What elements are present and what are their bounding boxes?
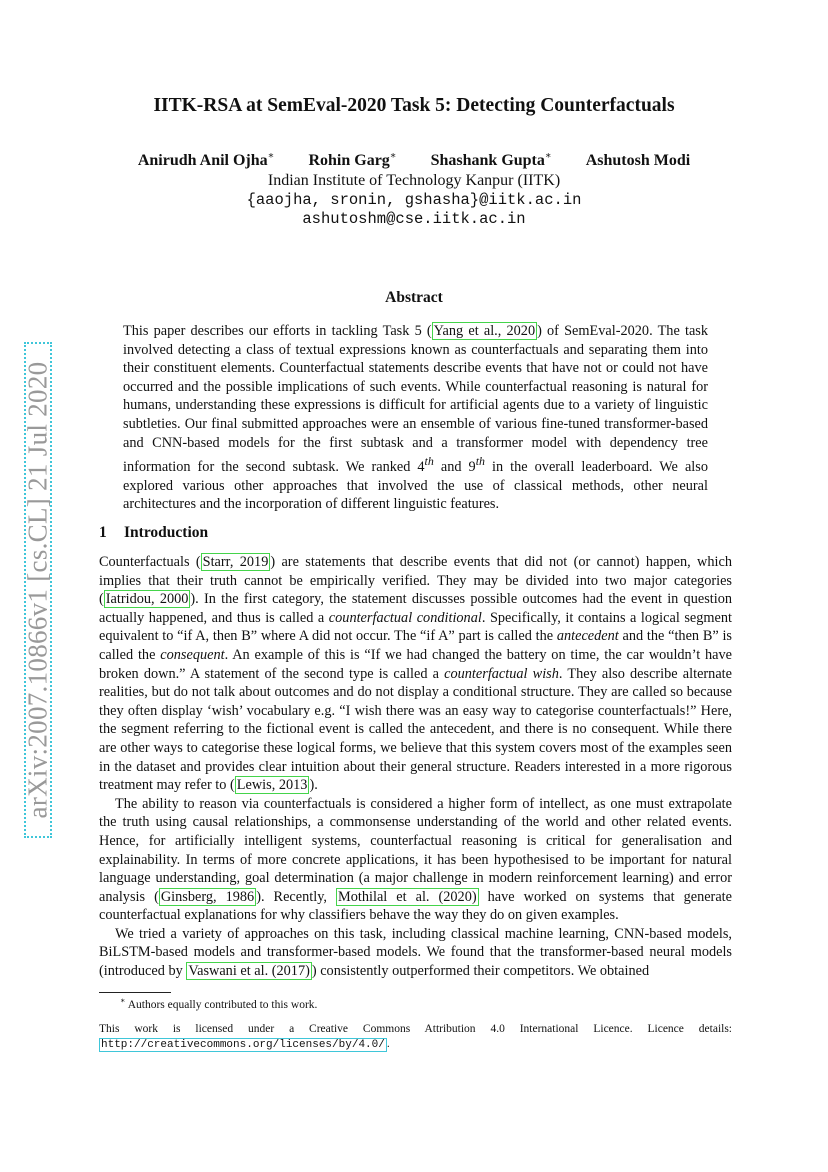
citation-link[interactable]: Mothilal et al. (2020)	[338, 888, 477, 905]
corresponding-email: ashutoshm@cse.iitk.ac.in	[302, 210, 526, 228]
citation-link[interactable]: Iatridou, 2000	[105, 591, 189, 608]
citation-link[interactable]: Ginsberg, 1986	[160, 888, 255, 905]
citation-link[interactable]: Yang et al., 2020	[433, 323, 536, 339]
author-emails: {aaojha, sronin, gshasha}@iitk.ac.in	[246, 191, 582, 209]
author: Ashutosh Modi	[585, 152, 691, 170]
author: Rohin Garg∗	[308, 151, 397, 170]
author: Anirudh Anil Ojha∗	[137, 151, 275, 170]
abstract-heading: Abstract	[385, 289, 443, 306]
section-heading: 1 Introduction	[99, 524, 209, 541]
paragraph: We tried a variety of approaches on this task, including classical machine learning, CNN-based models, BiLSTM-based models and transformer-based models. We found that the transformer-based neural models (introduced by Vaswani et al. (2017) ) consistently outperformed their competitors. We obtained	[99, 925, 732, 980]
abstract-text: This paper describes our efforts in tackling Task 5 ( Yang et al., 2020 ) of SemEval-2020. The task involved detecting a class of textual expressions known as counterfactuals and separating them into their constituent elements. Counterfactual statements describe events that have not or could not have occurred and the possible implications of such events. While counterfactual reasoning is natural for humans, understanding these expressions is difficult for artificial agents due to a variety of linguistic subtleties. Our final submitted approaches were an ensemble of various fine-tuned transformer-based and CNN-based models for the first subtask and a transformer model with dependency tree information for the second subtask. We ranked 4th and 9th in the overall leaderboard. We also explored various other approaches that involved the use of classical methods, other neural architectures and the incorporation of different linguistic features.	[123, 323, 709, 513]
paragraph: Counterfactuals ( Starr, 2019 ) are statements that describe events that did not (or cannot) happen, which implies that their truth cannot be empirically verified. They may be divided into two major categories ( Iatridou, 2000 ). In the first category, the statement discusses possible outcomes had the event in question actually happened, and thus is called a counterfactual conditional. Specifically, it contains a logical segment equivalent to “if A, then B” where A did not occur. The “if A” part is called the antecedent and the “then B” is called the consequent. An example of this is “If we had changed the battery on time, the car wouldn’t have broken down.” A statement of the second type is called a counterfactual wish. They also describe alternate realities, but do not talk about outcomes and do not display a conditional structure. They are called so because they often display ‘wish’ vocabulary e.g. “I wish there was an easy way to categorise counterfactuals!” Here, the segment referring to the fictional event is called the antecedent, and there is no consequent. While there are other ways to categorise these logical forms, we believe that this system covers most of the examples seen in the dataset and provides clear intuition about their general structure. Readers interested in a more rigorous treatment may refer to ( Lewis, 2013 ).	[99, 554, 733, 794]
citation-link[interactable]: Lewis, 2013	[236, 777, 308, 794]
citation-link[interactable]: Vaswani et al. (2017)	[188, 963, 310, 980]
author-list	[0, 151, 828, 170]
footnote-rule	[99, 992, 171, 993]
introduction-body	[99, 553, 732, 981]
author: Shashank Gupta∗	[430, 151, 552, 170]
footnote: ∗ Authors equally contributed to this work.	[120, 996, 318, 1011]
affiliation: Indian Institute of Technology Kanpur (IITK)	[267, 172, 561, 189]
arxiv-sidebar	[18, 342, 58, 838]
paper-title: IITK-RSA at SemEval-2020 Task 5: Detecting Counterfactuals	[153, 95, 675, 116]
citation-link[interactable]: Starr, 2019	[202, 554, 269, 570]
licence-link[interactable]: http://creativecommons.org/licenses/by/4.0/	[101, 1039, 385, 1051]
licence-note: This work is licensed under a Creative Commons Attribution 4.0 International Licence. Licence details: http://creativecommons.org/licenses/by/4.0/ .	[99, 1023, 732, 1051]
arxiv-id: arXiv:2007.10866v1 [cs.CL] 21 Jul 2020	[22, 361, 53, 819]
paragraph: The ability to reason via counterfactuals is considered a higher form of intellect, as one must extrapolate the truth using causal relationships, a commonsense understanding of the world and other related events. Hence, for artificially intelligent systems, counterfactual reasoning is critical for generalisation and explainability. In terms of more concrete applications, it has been hypothesised to be important for natural language understanding, goal determination (a major challenge in modern reinforcement learning) and error analysis ( Ginsberg, 1986 ). Recently, Mothilal et al. (2020) have worked on systems that generate counterfactual explanations for why classifiers behave the way they do on given examples.	[99, 795, 732, 924]
